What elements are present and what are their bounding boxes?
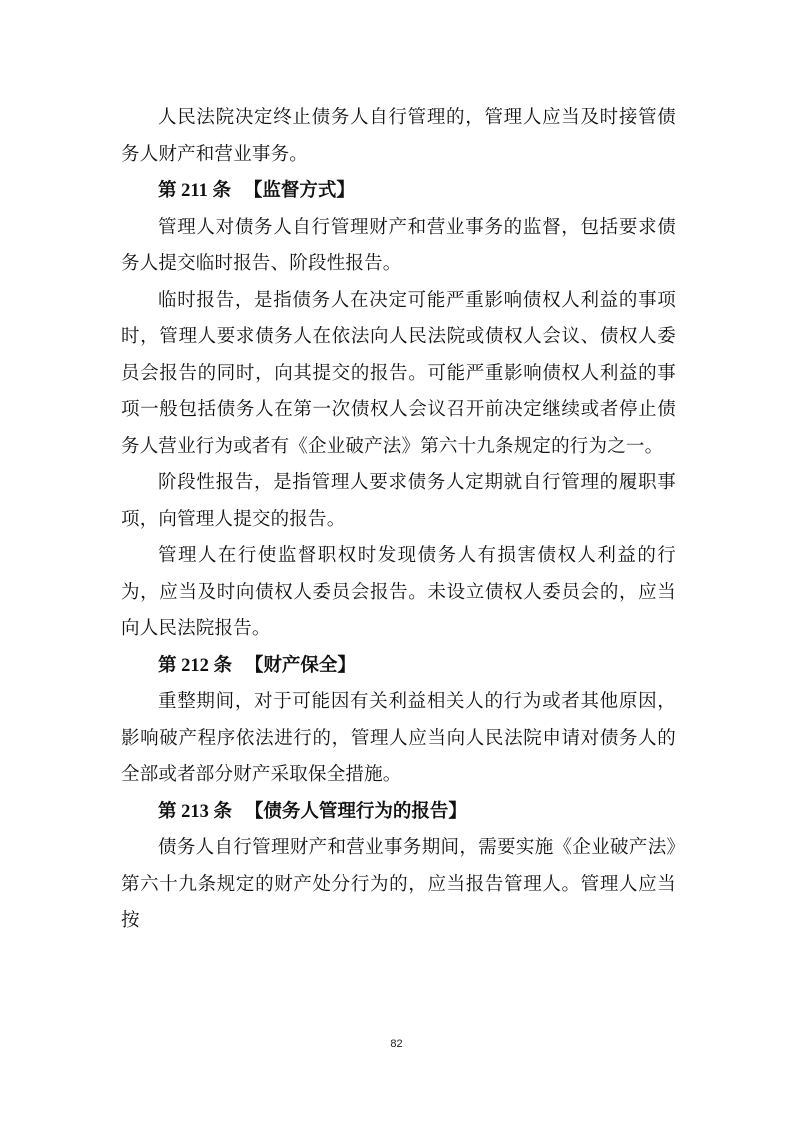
article-heading: [121, 794, 676, 831]
paragraph: 人民法院决定终止债务人自行管理的，管理人应当及时接管债务人财产和营业事务。: [121, 107, 676, 165]
article-heading: [121, 648, 676, 685]
article-number: 第 213 条: [158, 801, 233, 822]
paragraph: 债务人自行管理财产和营业事务期间，需要实施《企业破产法》第六十九条规定的财产处分行为的，应当报告管理人。管理人应当按: [121, 837, 676, 931]
paragraph: 阶段性报告，是指管理人要求债务人定期就自行管理的履职事项，向管理人提交的报告。: [121, 472, 676, 530]
paragraph: 重整期间，对于可能因有关利益相关人的行为或者其他原因，影响破产程序依法进行的，管理人应当向人民法院申请对债务人的全部或者部分财产采取保全措施。: [121, 691, 676, 785]
paragraph: 管理人对债务人自行管理财产和营业事务的监督，包括要求债务人提交临时报告、阶段性报告。: [121, 216, 676, 274]
paragraph: 管理人在行使监督职权时发现债务人有损害债权人利益的行为，应当及时向债权人委员会报告。未设立债权人委员会的，应当向人民法院报告。: [121, 545, 676, 639]
article-heading: [121, 173, 676, 210]
paragraph: 临时报告，是指债务人在决定可能严重影响债权人利益的事项时，管理人要求债务人在依法向人民法院或债权人会议、债权人委员会报告的同时，向其提交的报告。可能严重影响债权人利益的事项一般包括债务人在第一次债权人会议召开前决定继续或者停止债务人营业行为或者有《企业破产法》第六十九条规定的行为之一。: [121, 289, 676, 457]
article-title: 【债务人管理行为的报告】: [244, 800, 467, 822]
article-number: 第 211 条: [158, 181, 231, 201]
article-title: 【财产保全】: [244, 654, 356, 676]
article-title: 【监督方式】: [243, 180, 355, 201]
article-number: 第 212 条: [158, 655, 233, 676]
page-number: 82: [390, 1038, 403, 1050]
document-body: [121, 100, 676, 940]
